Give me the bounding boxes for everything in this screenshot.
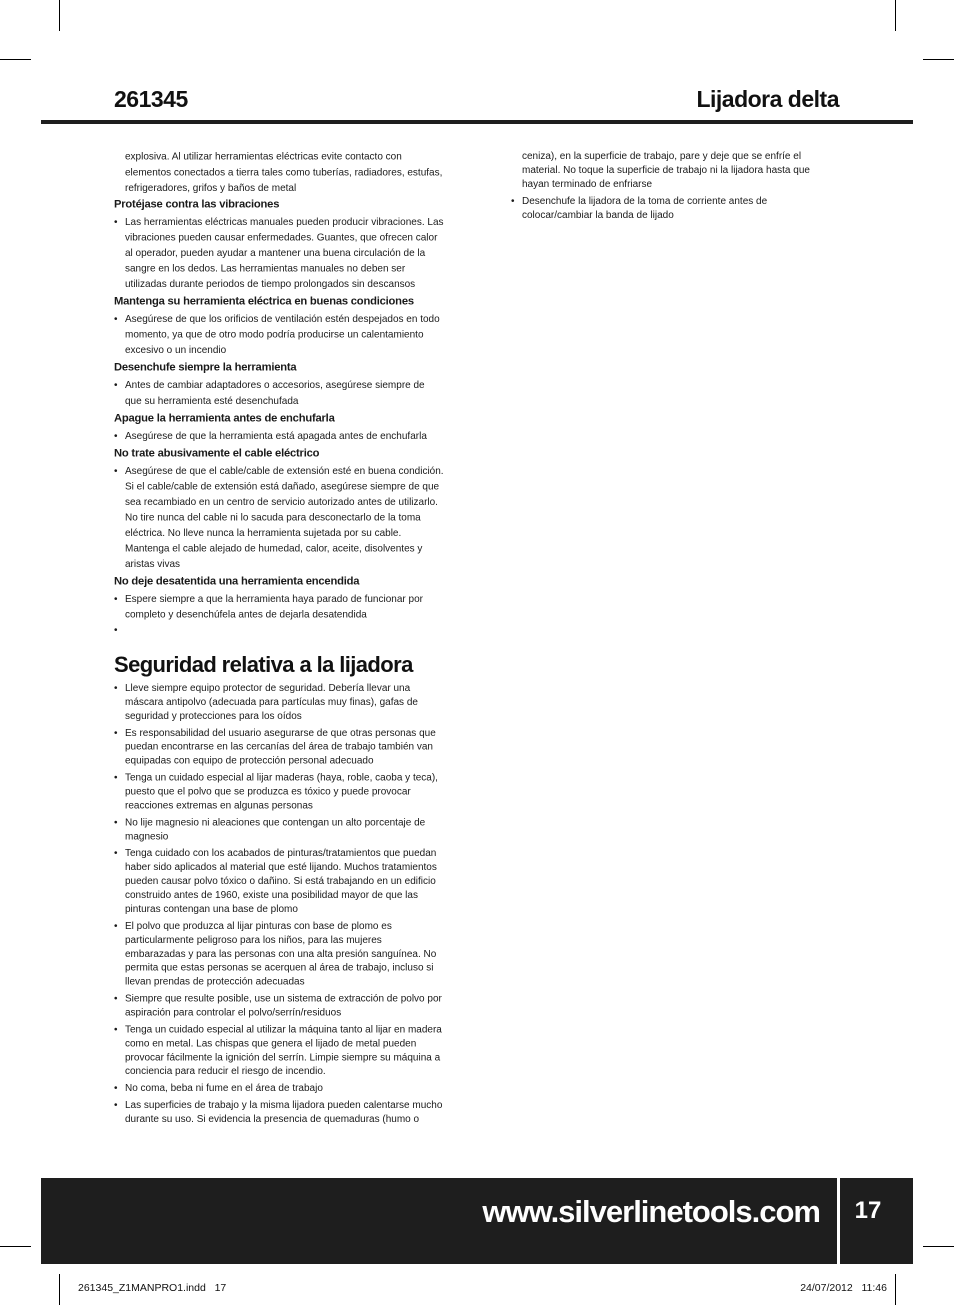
- continuation-paragraph: ceniza), en la superficie de trabajo, pare y deje que se enfríe el material. No toque la superficie de trabajo ni la lijadora hasta que hayan terminado de enfriarse: [522, 151, 810, 190]
- list-item: • Tenga cuidado con los acabados de pinturas/tratamientos que puedan haber sido aplicados al material que esté lijando. Muchos tratamientos pueden causar polvo tóxico o dañino. Si está trabajando en un edificio construido antes de 1960, existe una posibilidad mayor de que las pinturas contengan una base de plomo: [114, 847, 444, 917]
- section-heading: Desenchufe siempre la herramienta: [114, 361, 297, 374]
- section-heading: Apague la herramienta antes de enchufarla: [114, 412, 335, 425]
- bullet-list: [114, 429, 444, 445]
- list-item: • Espere siempre a que la herramienta haya parado de funcionar por completo y desenchúfela antes de dejarla desatendida: [114, 592, 444, 623]
- list-item: • Tenga un cuidado especial al utilizar la máquina tanto al lijar en madera como en metal. Las chispas que genera el lijado de metal pueden provocar fácilmente la ignición del serrín. Limpie siempre su máquina a conciencia para reducir el riesgo de incendio.: [114, 1023, 444, 1079]
- list-item: • Las superficies de trabajo y la misma lijadora pueden calentarse mucho durante su uso. Si evidencia la presencia de quemaduras (humo o: [114, 1099, 444, 1127]
- right-column: [511, 150, 839, 226]
- section-heading: Mantenga su herramienta eléctrica en buenas condiciones: [114, 295, 414, 308]
- list-item: • Las herramientas eléctricas manuales pueden producir vibraciones. Las vibraciones pueden causar enfermedades. Guantes, que ofrecen calor al operador, pueden ayudar a mantener una buena circulación de la sangre en los dedos. Las herramientas manuales no deben ser utilizadas durante periodos de tiempo prolongados sin descansos: [114, 215, 444, 293]
- list-item: • El polvo que produzca al lijar pinturas con base de plomo es particularmente peligroso para los niños, para las mujeres embarazadas y para las personas con una alta presión sanguínea. No permita que estas personas se acerquen al área de trabajo, incluso si llevan prendas de protección adecuadas: [114, 920, 444, 990]
- date-slug: 24/07/2012 11:46: [800, 1282, 887, 1294]
- crop-mark: [895, 1274, 896, 1305]
- section-heading: No deje desatentida una herramienta encendida: [114, 575, 360, 588]
- list-item: • No lije magnesio ni aleaciones que contengan un alto porcentaje de magnesio: [114, 816, 444, 844]
- bullet-list: [511, 150, 839, 223]
- list-item: • Siempre que resulte posible, use un sistema de extracción de polvo por aspiración para controlar el polvo/serrín/residuos: [114, 993, 444, 1021]
- intro-paragraph: explosiva. Al utilizar herramientas eléctricas evite contacto con elementos conectados a tierra tales como tuberías, radiadores, estufas, refrigeradores, grifos y baños de metal: [125, 151, 443, 194]
- list-item: • Antes de cambiar adaptadores o accesorios, asegúrese siempre de que su herramienta esté desenchufada: [114, 378, 444, 409]
- bullet-list: [114, 682, 444, 1127]
- list-item: • Lleve siempre equipo protector de seguridad. Debería llevar una máscara antipolvo (adecuada para partículas muy finas), gafas de seguridad y protecciones para los oídos: [114, 682, 444, 724]
- crop-mark: [923, 59, 954, 60]
- section-heading: No trate abusivamente el cable eléctrico: [114, 447, 320, 460]
- list-item-empty: [114, 623, 444, 639]
- list-item: • No coma, beba ni fume en el área de trabajo: [114, 1082, 444, 1096]
- list-item: • Asegúrese de que el cable/cable de extensión esté en buena condición. Si el cable/cable de extensión está dañado, asegúrese siempre de que sea recambiado en un centro de servicio autorizado antes de utilizarlo. No tire nunca del cable ni lo sacuda para desconectarlo de la toma eléctrica. No lleve nunca la herramienta sujetada por su cable. Mantenga el cable alejado de humedad, calor, aceite, disolventes y aristas vivas: [114, 464, 444, 573]
- list-item: • Asegúrese de que los orificios de ventilación estén despejados en todo momento, ya que de otro modo podría producirse un calentamiento excesivo o un incendio: [114, 312, 444, 359]
- file-slug: 261345_Z1MANPRO1.indd 17: [78, 1282, 227, 1294]
- bullet-list: [114, 378, 444, 409]
- crop-mark: [59, 1274, 60, 1305]
- section-title: Seguridad relativa a la lijadora: [114, 652, 413, 677]
- crop-mark: [923, 1246, 954, 1247]
- page-number: 17: [854, 1197, 882, 1224]
- section-heading: Protéjase contra las vibraciones: [114, 198, 280, 211]
- crop-mark: [59, 0, 60, 31]
- bullet-list: [114, 464, 444, 573]
- sanding-safety-list: [114, 682, 444, 1130]
- bullet-list: [114, 592, 444, 639]
- header-rule: [41, 120, 913, 124]
- crop-mark: [0, 1246, 31, 1247]
- left-column: [114, 150, 444, 640]
- crop-mark: [895, 0, 896, 31]
- list-item: • Desenchufe la lijadora de la toma de corriente antes de colocar/cambiar la banda de lijado: [511, 195, 839, 223]
- website-link[interactable]: www.silverlinetools.com: [482, 1194, 820, 1229]
- crop-mark: [0, 59, 31, 60]
- product-code: 261345: [114, 86, 188, 112]
- bullet-list: [114, 312, 444, 359]
- list-item: • Asegúrese de que la herramienta está apagada antes de enchufarla: [114, 429, 444, 445]
- bullet-list: [114, 215, 444, 293]
- list-item: • Es responsabilidad del usuario asegurarse de que otras personas que puedan encontrarse en las cercanías del área de trabajo también van equipadas con equipo de protección personal adecuado: [114, 727, 444, 769]
- list-item: • Tenga un cuidado especial al lijar maderas (haya, roble, caoba y teca), puesto que el polvo que se produzca es tóxico y puede provocar reacciones extremas en algunas personas: [114, 772, 444, 814]
- page-title: Lijadora delta: [696, 86, 839, 112]
